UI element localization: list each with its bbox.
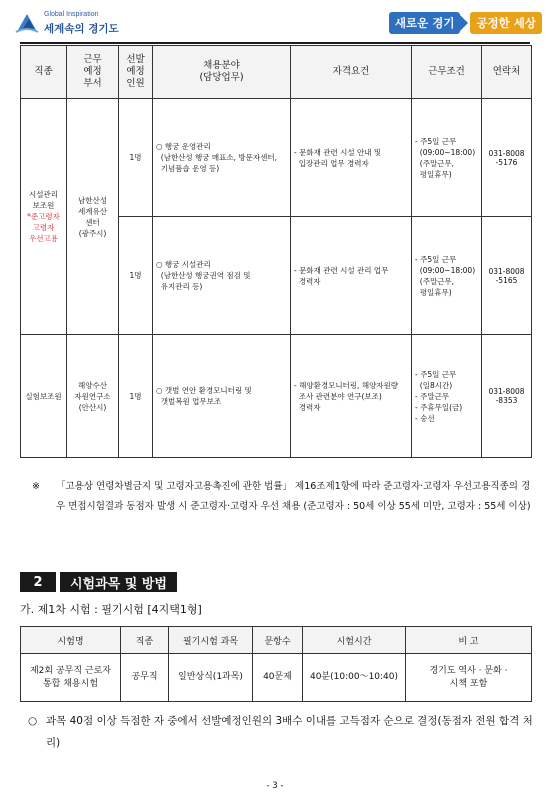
cond-line: - 주말근무 [415, 391, 450, 401]
cond-line: - 주5일 근무 [415, 136, 457, 146]
page-number: - 3 - [266, 781, 284, 791]
gyeonggi-emblem-icon [14, 10, 40, 36]
header-field: 채용분야 (담당업무) [153, 46, 291, 99]
duties-cell [153, 99, 291, 217]
section-title: 시험과목 및 방법 [60, 572, 177, 592]
passing-criteria-text: 과목 40점 이상 득점한 자 중에서 선발예정인원의 3배수 이내를 고득점자 순으로 결정(동점자 전원 합격 처리) [46, 715, 533, 749]
qualification-cell [291, 99, 412, 217]
duty-line: 기념품숍 운영 등) [156, 164, 220, 173]
qual-line: 입장관리 업무 경력자 [294, 158, 369, 168]
dept-cell: 해양수산 자원연구소 (안산시) [67, 335, 119, 458]
qual-line: - 문화재 관련 시설 관리 업무 [294, 265, 389, 275]
cond-line: (09:00~18:00) [415, 265, 476, 275]
header-exam-time: 시험시간 [303, 627, 406, 654]
note-text: 「고용상 연령차별금지 및 고령자고용촉진에 관한 법률」 제16조제1항에 따라 준고령자·고령자 우선고용직종의 경우 면접시험결과 동점자 발생 시 준고령자·고령자 우선 채용 (준고령자 : 50세 이상 55세 미만, 고령자 : 55세 이상) [56, 481, 531, 512]
remarks-cell: 경기도 역사 · 문화 · 시책 포함 [406, 654, 532, 702]
cond-line: 평일휴무) [415, 169, 452, 179]
header-qualification: 자격요건 [291, 46, 412, 99]
header-subject: 필기시험 과목 [169, 627, 253, 654]
slogan-new-gyeonggi: 새로운 경기 [389, 12, 461, 34]
passing-criteria-note [28, 710, 533, 754]
qual-line: 경력자 [294, 276, 321, 286]
header-count: 선발 예정 인원 [119, 46, 153, 99]
dept-cell: 남한산성 세계유산 센터 (광주시) [67, 99, 119, 335]
qual-line: 경력자 [294, 402, 321, 412]
job-cell [21, 99, 67, 335]
cond-line: - 숭선 [415, 413, 435, 423]
subject-cell: 일반상식(1과목) [169, 654, 253, 702]
table-row [21, 99, 532, 217]
qualification-cell [291, 217, 412, 335]
duty-line: 유지관리 등) [156, 282, 203, 291]
table-row [21, 335, 532, 458]
duty-line: ○ 행궁 운영관리 [156, 142, 211, 151]
qual-line: - 해양환경모니터링, 해양자원량 [294, 380, 399, 390]
qual-line: 조사 관련분야 연구(보조) [294, 391, 382, 401]
logo-title: 세계속의 경기도 [44, 23, 119, 35]
exam-subheading: 가. 제1차 시험 : 필기시험 [4지택1형] [20, 603, 202, 616]
header-remarks: 비 고 [406, 627, 532, 654]
slogan-banner [389, 12, 542, 34]
cond-line: - 주5일 근무 [415, 254, 457, 264]
count-cell: 1명 [119, 99, 153, 217]
conditions-cell [412, 99, 482, 217]
qual-line: - 문화재 관련 시설 안내 및 [294, 147, 382, 157]
header-exam-name: 시험명 [21, 627, 121, 654]
cond-line: (주말근무, [415, 276, 455, 286]
priority-note: *준고령자 [27, 212, 60, 221]
cond-line: (일8시간) [415, 380, 453, 390]
gyeonggi-logo [8, 8, 128, 38]
header-question-count: 문항수 [253, 627, 303, 654]
slogan-fair-world: 공정한 세상 [470, 12, 542, 34]
cond-line: - 주휴무일(금) [415, 402, 463, 412]
priority-note: 고령자 [32, 223, 55, 232]
recruitment-table [20, 45, 532, 458]
section-heading [20, 572, 177, 592]
conditions-cell [412, 217, 482, 335]
contact-cell: 031-8008 -5176 [482, 99, 532, 217]
cond-line: (주말근무, [415, 158, 455, 168]
conditions-cell [412, 335, 482, 458]
count-cell: 1명 [119, 217, 153, 335]
cond-line: 평일휴무) [415, 287, 452, 297]
exam-table [20, 626, 532, 702]
legal-note [32, 477, 532, 517]
table-header-row [21, 627, 532, 654]
duties-cell [153, 217, 291, 335]
duty-line: (남한산성 행궁 매표소, 방문자센터, [156, 153, 278, 162]
question-count-cell: 40문제 [253, 654, 303, 702]
cond-line: - 주5일 근무 [415, 369, 457, 379]
exam-time-cell: 40분(10:00～10:40) [303, 654, 406, 702]
header-conditions: 근무조건 [412, 46, 482, 99]
count-cell: 1명 [119, 335, 153, 458]
logo-subtitle: Global Inspiration [44, 11, 99, 18]
contact-cell: 031-8008 -8353 [482, 335, 532, 458]
priority-note: 우선고용 [29, 234, 58, 243]
section-number: 2 [20, 572, 56, 592]
job-type-cell: 공무직 [121, 654, 169, 702]
header-divider [20, 42, 530, 44]
qualification-cell [291, 335, 412, 458]
job-cell [21, 335, 67, 458]
exam-name-cell: 제2회 공무직 근로자 통합 채용시험 [21, 654, 121, 702]
duty-line: 갯벌복원 업무보조 [156, 397, 222, 406]
table-row [21, 654, 532, 702]
job-line: 실험보조원 [25, 391, 62, 401]
duties-cell [153, 335, 291, 458]
duty-line: (남한산성 행궁권역 점검 및 [156, 271, 251, 280]
header-dept: 근무 예정 부서 [67, 46, 119, 99]
header-job-type: 직종 [121, 627, 169, 654]
job-line: 보조원 [32, 201, 55, 210]
job-line: 시설관리 [29, 190, 58, 199]
header-job: 직종 [21, 46, 67, 99]
contact-cell: 031-8008 -5165 [482, 217, 532, 335]
circle-bullet: ○ [28, 715, 38, 727]
duty-line: ○ 행궁 시설관리 [156, 260, 211, 269]
page-header [0, 0, 550, 44]
slogan-arrow-icon [460, 15, 468, 31]
header-contact: 연락처 [482, 46, 532, 99]
duty-line: ○ 갯벌 연안 환경모니터링 및 [156, 386, 252, 395]
note-mark: ※ [32, 481, 40, 492]
cond-line: (09:00~18:00) [415, 147, 476, 157]
